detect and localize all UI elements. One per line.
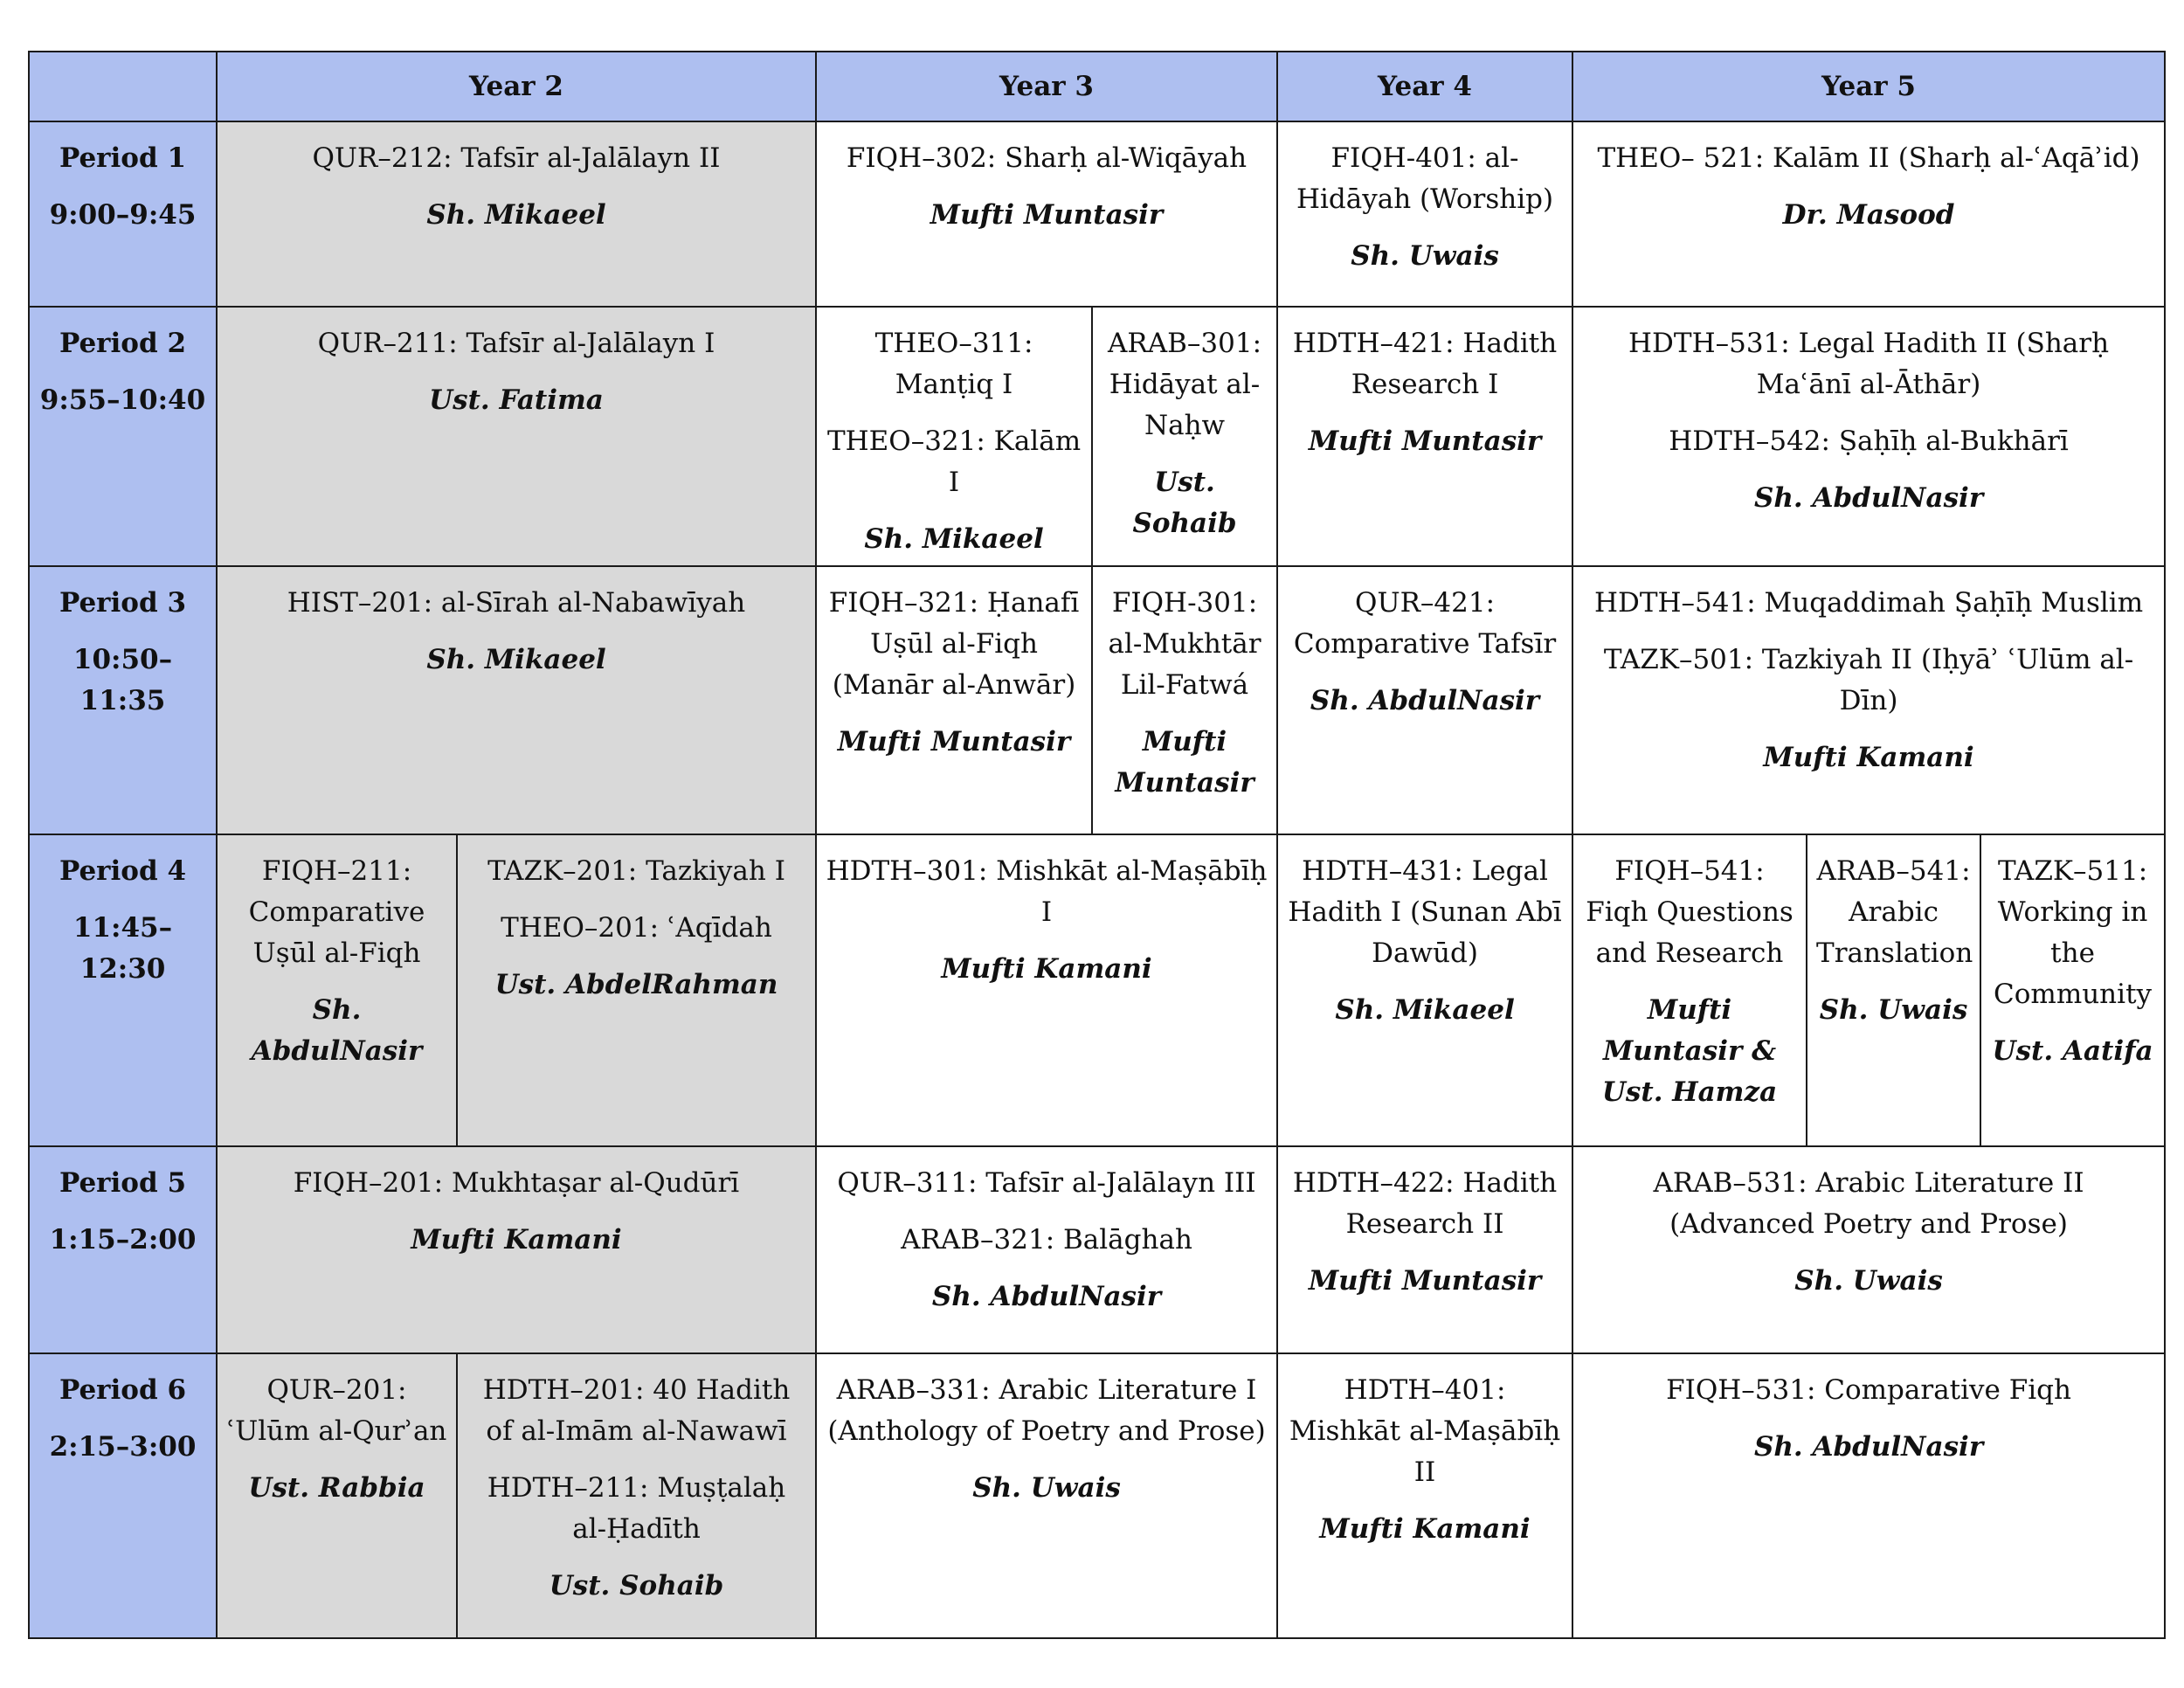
course-title: THEO–321: Kalām I <box>826 425 1082 498</box>
course-title: FIQH–541: Fiqh Questions and Research <box>1586 855 1794 969</box>
class-cell <box>1092 566 1277 834</box>
course-title: THEO– 521: Kalām II (Sharḥ al-ʿAqāʾid) <box>1597 142 2140 174</box>
period-time: 9:00–9:45 <box>49 199 197 231</box>
class-cell <box>816 307 1092 566</box>
period-label: Period 4 <box>59 855 187 887</box>
teacher-name: Sh. Uwais <box>1794 1265 1943 1297</box>
course-title: FIQH–211: Comparative Uṣūl al-Fiqh <box>248 855 425 969</box>
teacher-name: Sh. AbdulNasir <box>251 994 423 1067</box>
period-time: 1:15–2:00 <box>49 1224 197 1256</box>
class-cell <box>1092 307 1277 566</box>
course-title: TAZK–511: Working in the Community <box>1994 855 2153 1010</box>
class-cell <box>816 566 1092 834</box>
teacher-name: Mufti Kamani <box>1763 742 1974 773</box>
class-cell <box>457 1353 816 1638</box>
class-cell <box>1277 307 1572 566</box>
course-title: FIQH-301: al-Mukhtār Lil-Fatwá <box>1108 587 1261 701</box>
teacher-name: Sh. AbdulNasir <box>1753 482 1984 514</box>
teacher-name: Sh. AbdulNasir <box>931 1281 1162 1312</box>
course-title: QUR–211: Tafsīr al-Jalālayn I <box>317 328 715 359</box>
period-label: Period 6 <box>59 1374 187 1406</box>
course-title: FIQH–201: Mukhtaṣar al-Qudūrī <box>293 1167 740 1199</box>
course-title: ARAB–321: Balāghah <box>901 1224 1192 1256</box>
period-3-row <box>29 566 2165 834</box>
course-title: ARAB–301: Hidāyat al-Naḥw <box>1108 328 1262 441</box>
course-title: HDTH–541: Muqaddimah Ṣaḥīḥ Muslim <box>1593 587 2144 619</box>
teacher-name: Mufti Kamani <box>411 1224 622 1256</box>
course-title: QUR–201: ʿUlūm al-Qurʾan <box>226 1374 447 1447</box>
class-cell <box>1807 834 1980 1146</box>
course-title: HDTH–542: Ṣaḥīḥ al-Bukhārī <box>1669 425 2069 457</box>
class-cell <box>1980 834 2165 1146</box>
period-label: Period 1 <box>59 142 187 174</box>
course-title: FIQH–531: Comparative Fiqh <box>1666 1374 2071 1406</box>
course-title: HDTH–531: Legal Hadith II (Sharḥ Maʿānī al-Āthār) <box>1628 328 2110 400</box>
class-cell <box>217 834 457 1146</box>
course-title: QUR–311: Tafsīr al-Jalālayn III <box>837 1167 1256 1199</box>
class-cell <box>1572 1146 2165 1353</box>
period-label: Period 2 <box>59 328 187 359</box>
course-title: FIQH-401: al-Hidāyah (Worship) <box>1296 142 1554 215</box>
teacher-name: Ust. Rabbia <box>248 1472 425 1504</box>
period-label: Period 5 <box>59 1167 187 1199</box>
teacher-name: Sh. Uwais <box>1819 994 1968 1026</box>
year-4-header: Year 4 <box>1277 52 1572 121</box>
period-time: 11:45–12:30 <box>73 912 173 985</box>
teacher-name: Mufti Muntasir <box>1115 726 1254 799</box>
teacher-name: Mufti Kamani <box>1319 1513 1531 1545</box>
period-cell <box>29 566 217 834</box>
course-title: HDTH–421: Hadith Research I <box>1292 328 1558 400</box>
course-title: TAZK–201: Tazkiyah I <box>487 855 785 887</box>
class-cell <box>816 121 1277 307</box>
teacher-name: Sh. AbdulNasir <box>1753 1431 1984 1463</box>
course-title: THEO–311: Manṭiq I <box>874 328 1033 400</box>
class-cell <box>1572 1353 2165 1638</box>
period-cell <box>29 121 217 307</box>
course-title: HDTH–431: Legal Hadith I (Sunan Abī Dawūd) <box>1288 855 1562 969</box>
class-cell <box>1277 834 1572 1146</box>
teacher-name: Sh. Uwais <box>1351 240 1499 272</box>
period-cell <box>29 307 217 566</box>
teacher-name: Mufti Muntasir <box>930 199 1164 231</box>
class-cell <box>816 1353 1277 1638</box>
teacher-name: Sh. Mikaeel <box>426 644 606 675</box>
period-cell <box>29 1353 217 1638</box>
class-cell <box>1277 1353 1572 1638</box>
course-title: HDTH–211: Muṣṭalaḥ al-Ḥadīth <box>487 1472 786 1545</box>
period-6-row <box>29 1353 2165 1638</box>
class-cell <box>217 1353 457 1638</box>
course-title: HDTH–422: Hadith Research II <box>1292 1167 1558 1240</box>
teacher-name: Mufti Muntasir & Ust. Hamza <box>1601 994 1778 1108</box>
year-5-header: Year 5 <box>1572 52 2165 121</box>
teacher-name: Ust. AbdelRahman <box>494 969 778 1000</box>
course-title: HDTH–401: Mishkāt al-Maṣābīḥ II <box>1289 1374 1561 1488</box>
period-4-row <box>29 834 2165 1146</box>
teacher-name: Sh. Mikaeel <box>426 199 606 231</box>
teacher-name: Ust. Aatifa <box>1992 1035 2153 1067</box>
class-cell <box>1572 307 2165 566</box>
class-cell <box>816 834 1277 1146</box>
period-2-row <box>29 307 2165 566</box>
course-title: HIST–201: al-Sīrah al-Nabawīyah <box>287 587 746 619</box>
year-2-header: Year 2 <box>217 52 816 121</box>
course-title: THEO–201: ʿAqīdah <box>501 912 772 944</box>
class-cell <box>1277 121 1572 307</box>
teacher-name: Dr. Masood <box>1782 199 1955 231</box>
class-cell <box>816 1146 1277 1353</box>
period-5-row <box>29 1146 2165 1353</box>
course-title: ARAB–541: Arabic Translation <box>1816 855 1973 969</box>
teacher-name: Mufti Muntasir <box>1308 425 1542 457</box>
course-title: FIQH–302: Sharḥ al-Wiqāyah <box>846 142 1248 174</box>
teacher-name: Sh. AbdulNasir <box>1310 685 1540 716</box>
period-cell <box>29 1146 217 1353</box>
class-cell <box>1572 121 2165 307</box>
teacher-name: Ust. Fatima <box>429 384 604 416</box>
class-cell <box>1572 566 2165 834</box>
course-title: TAZK–501: Tazkiyah II (Iḥyāʾ ʿUlūm al-Dīn) <box>1603 644 2134 716</box>
class-cell <box>217 307 816 566</box>
teacher-name: Mufti Muntasir <box>837 726 1071 758</box>
class-cell <box>217 1146 816 1353</box>
period-label: Period 3 <box>59 587 187 619</box>
teacher-name: Sh. Mikaeel <box>864 523 1044 555</box>
period-1-row <box>29 121 2165 307</box>
course-title: FIQH–321: Ḥanafī Uṣūl al-Fiqh (Manār al-Anwār) <box>828 587 1080 701</box>
teacher-name: Ust. Sohaib <box>1132 467 1237 539</box>
teacher-name: Mufti Kamani <box>941 953 1152 985</box>
class-schedule-table <box>28 51 2166 1639</box>
class-cell <box>1572 834 1807 1146</box>
year-3-header: Year 3 <box>816 52 1277 121</box>
teacher-name: Sh. Uwais <box>972 1472 1121 1504</box>
period-time: 2:15–3:00 <box>49 1431 197 1463</box>
class-cell <box>217 121 816 307</box>
course-title: QUR–212: Tafsīr al-Jalālayn II <box>312 142 721 174</box>
class-cell <box>457 834 816 1146</box>
course-title: HDTH–301: Mishkāt al-Maṣābīḥ I <box>826 855 1268 928</box>
period-cell <box>29 834 217 1146</box>
teacher-name: Mufti Muntasir <box>1308 1265 1542 1297</box>
corner-header-cell <box>29 52 217 121</box>
teacher-name: Sh. Mikaeel <box>1335 994 1515 1026</box>
class-cell <box>217 566 816 834</box>
class-cell <box>1277 1146 1572 1353</box>
class-cell <box>1277 566 1572 834</box>
course-title: HDTH–201: 40 Hadith of al-Imām al-Nawawī <box>482 1374 791 1447</box>
period-time: 10:50–11:35 <box>73 644 173 716</box>
period-time: 9:55–10:40 <box>39 384 206 416</box>
course-title: ARAB–531: Arabic Literature II (Advanced Poetry and Prose) <box>1653 1167 2084 1240</box>
teacher-name: Ust. Sohaib <box>549 1570 724 1602</box>
course-title: QUR–421: Comparative Tafsīr <box>1293 587 1557 660</box>
course-title: ARAB–331: Arabic Literature I (Anthology of Poetry and Prose) <box>827 1374 1266 1447</box>
